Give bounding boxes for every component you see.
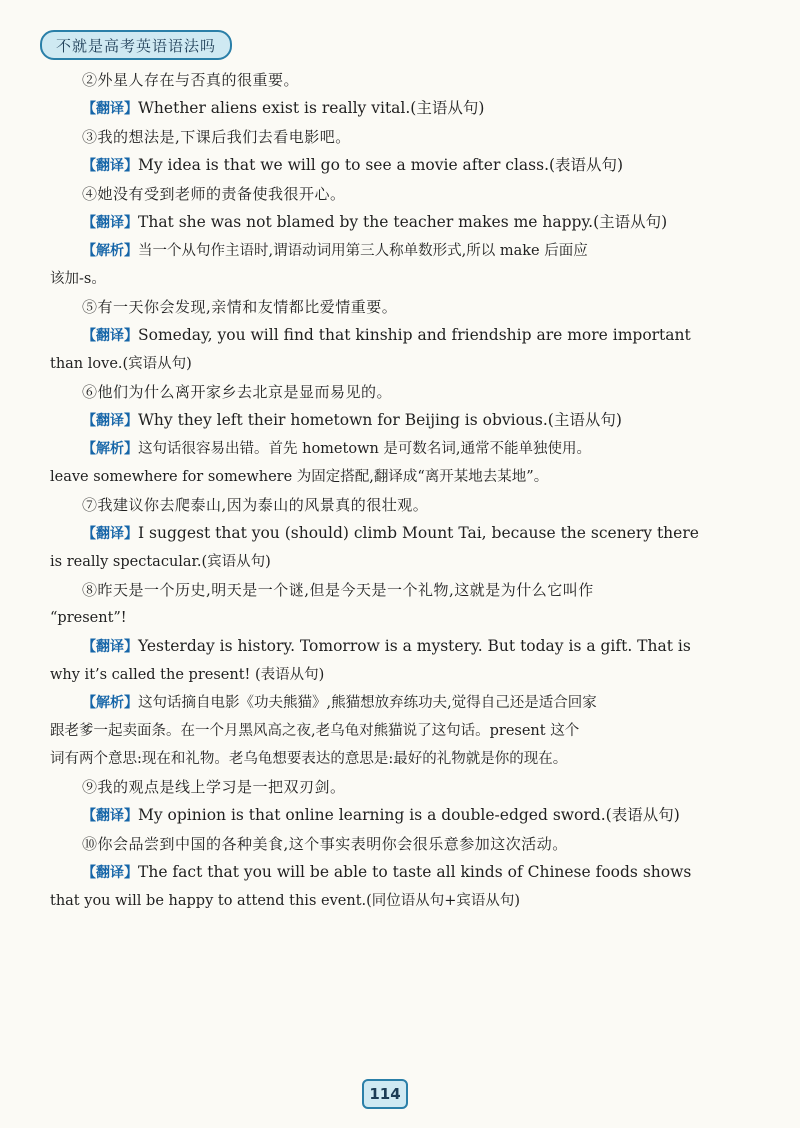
line-text: I suggest that you (should) climb Mount Tai, because the scenery there — [138, 524, 699, 542]
page-content — [50, 66, 710, 915]
chinese-sentence: ⑧昨天是一个历史,明天是一个谜,但是今天是一个礼物,这就是为什么它叫作 — [82, 581, 594, 599]
line-text: My opinion is that online learning is a double-edged sword.(表语从句) — [138, 806, 680, 824]
translate-label: 【翻译】 — [82, 865, 138, 881]
analysis-line — [50, 435, 710, 463]
continuation-line: than love.(宾语从句) — [50, 356, 192, 372]
translation-line — [50, 151, 710, 180]
chinese-sentence: ⑩你会品尝到中国的各种美食,这个事实表明你会很乐意参加这次活动。 — [82, 835, 568, 853]
analysis-line — [50, 689, 710, 717]
translation-line — [50, 519, 710, 548]
continuation-line: leave somewhere for somewhere 为固定搭配,翻译成“离开某地去某地”。 — [50, 469, 549, 485]
chinese-sentence: ⑦我建议你去爬泰山,因为泰山的风景真的很壮观。 — [82, 496, 429, 514]
chinese-sentence: ②外星人存在与否真的很重要。 — [82, 71, 300, 89]
chinese-sentence: ⑥他们为什么离开家乡去北京是显而易见的。 — [82, 383, 393, 401]
continuation-line: 该加-s。 — [50, 271, 106, 287]
continuation-line: is really spectacular.(宾语从句) — [50, 554, 271, 570]
translation-line — [50, 94, 710, 123]
continuation-line: 跟老爹一起卖面条。在一个月黑风高之夜,老乌龟对熊猫说了这句话。present 这个 — [50, 723, 580, 739]
translate-label: 【翻译】 — [82, 158, 138, 174]
translation-line — [50, 632, 710, 661]
continuation-line: 词有两个意思:现在和礼物。老乌龟想要表达的意思是:最好的礼物就是你的现在。 — [50, 751, 568, 767]
line-text: Yesterday is history. Tomorrow is a mystery. But today is a gift. That is — [138, 637, 691, 655]
translate-label: 【翻译】 — [82, 101, 138, 117]
chinese-sentence: ③我的想法是,下课后我们去看电影吧。 — [82, 128, 351, 146]
analysis-line — [50, 237, 710, 265]
line-text: Why they left their hometown for Beijing is obvious.(主语从句) — [138, 411, 622, 429]
translation-line — [50, 406, 710, 435]
translation-line — [50, 321, 710, 350]
line-text: 这句话很容易出错。首先 hometown 是可数名词,通常不能单独使用。 — [138, 441, 592, 457]
translation-line — [50, 801, 710, 830]
translation-line — [50, 858, 710, 887]
translate-label: 【翻译】 — [82, 808, 138, 824]
continuation-line: why it’s called the present! (表语从句) — [50, 667, 325, 683]
translate-label: 【翻译】 — [82, 328, 138, 344]
translate-label: 【翻译】 — [82, 526, 138, 542]
line-text: Someday, you will find that kinship and friendship are more important — [138, 326, 691, 344]
line-text: My idea is that we will go to see a movie after class.(表语从句) — [138, 156, 624, 174]
line-text: Whether aliens exist is really vital.(主语从句) — [138, 99, 485, 117]
chinese-sentence: ⑤有一天你会发现,亲情和友情都比爱情重要。 — [82, 298, 398, 316]
analysis-label: 【解析】 — [82, 695, 138, 711]
line-text: The fact that you will be able to taste all kinds of Chinese foods shows — [138, 863, 692, 881]
analysis-label: 【解析】 — [82, 441, 138, 457]
line-text: 当一个从句作主语时,谓语动词用第三人称单数形式,所以 make 后面应 — [138, 243, 588, 259]
book-title-tag: 不就是高考英语语法吗 — [40, 30, 232, 60]
translate-label: 【翻译】 — [82, 215, 138, 231]
chinese-sentence: ⑨我的观点是线上学习是一把双刃剑。 — [82, 778, 346, 796]
translate-label: 【翻译】 — [82, 639, 138, 655]
translation-line — [50, 208, 710, 237]
line-text: That she was not blamed by the teacher makes me happy.(主语从句) — [138, 213, 668, 231]
analysis-label: 【解析】 — [82, 243, 138, 259]
translate-label: 【翻译】 — [82, 413, 138, 429]
continuation-line: “present”! — [50, 610, 127, 626]
continuation-line: that you will be happy to attend this event.(同位语从句+宾语从句) — [50, 893, 521, 909]
page-number: 114 — [362, 1079, 408, 1109]
chinese-sentence: ④她没有受到老师的责备使我很开心。 — [82, 185, 346, 203]
line-text: 这句话摘自电影《功夫熊猫》,熊猫想放弃练功夫,觉得自己还是适合回家 — [138, 695, 597, 711]
